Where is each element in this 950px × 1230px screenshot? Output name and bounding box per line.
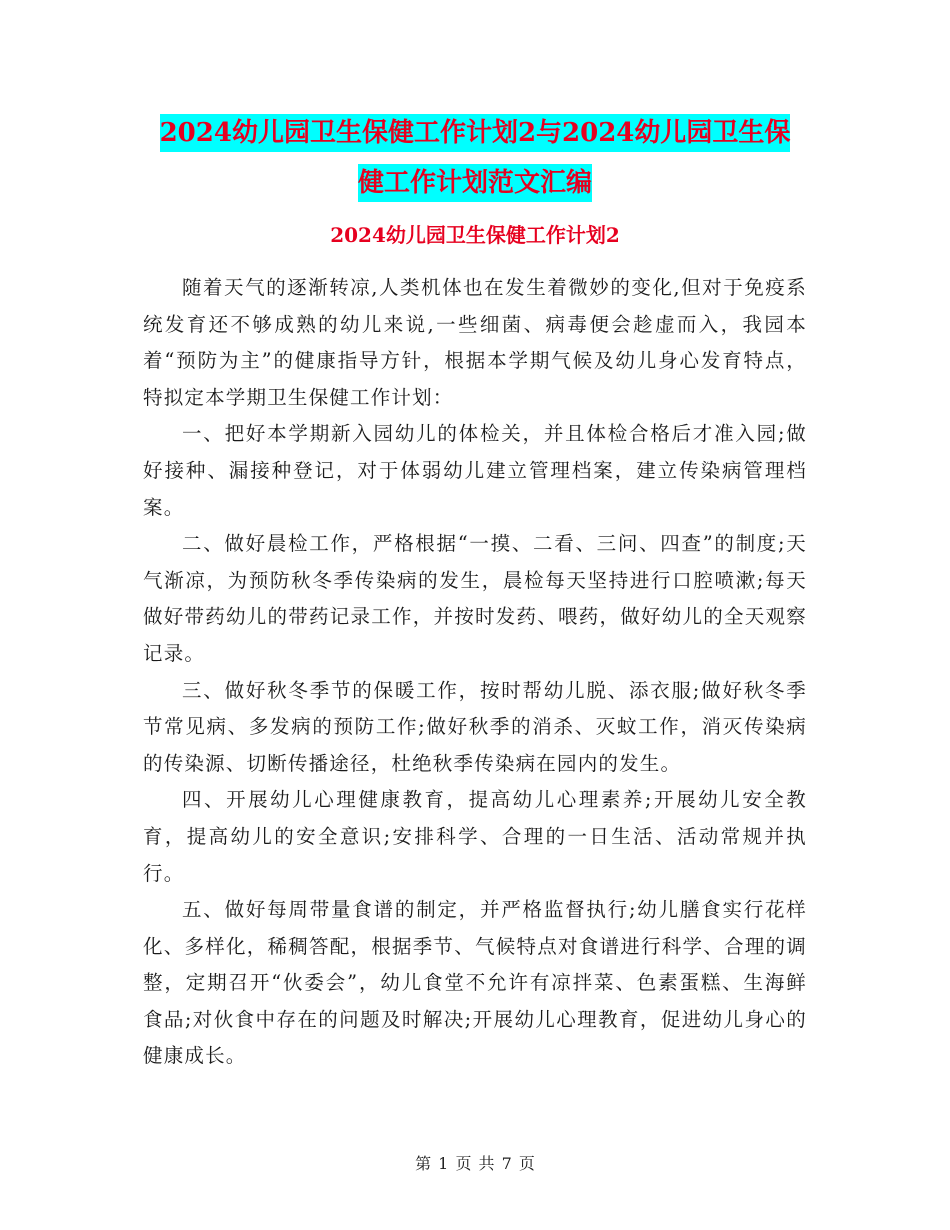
title-line-1: 2024幼儿园卫生保健工作计划2与2024幼儿园卫生保 (160, 114, 791, 152)
paragraph-intro: 随着天气的逐渐转凉,人类机体也在发生着微妙的变化,但对于免疫系统发育还不够成熟的幼儿来说,一些细菌、病毒便会趁虚而入，我园本着“预防为主”的健康指导方针，根据本学期气候及幼儿身心发育特点，特拟定本学期卫生保健工作计划： (143, 276, 807, 409)
paragraph-item-3: 三、做好秋冬季节的保暖工作，按时帮幼儿脱、添衣服;做好秋冬季节常见病、多发病的预防工作;做好秋季的消杀、灭蚊工作，消灭传染病的传染源、切断传播途径，杜绝秋季传染病在园内的发生。 (143, 678, 807, 775)
document-title (0, 108, 950, 208)
paragraph-item-2: 二、做好晨检工作，严格根据“一摸、二看、三问、四查”的制度;天气渐凉，为预防秋冬季传染病的发生，晨检每天坚持进行口腔喷漱;每天做好带药幼儿的带药记录工作，并按时发药、喂药，做好幼儿的全天观察记录。 (143, 532, 807, 665)
document-body (143, 270, 807, 1075)
paragraph-item-4: 四、开展幼儿心理健康教育，提高幼儿心理素养;开展幼儿安全教育，提高幼儿的安全意识;安排科学、合理的一日生活、活动常规并执行。 (143, 788, 807, 885)
paragraph-item-1: 一、把好本学期新入园幼儿的体检关，并且体检合格后才准入园;做好接种、漏接种登记，对于体弱幼儿建立管理档案，建立传染病管理档案。 (143, 422, 807, 519)
title-line-2: 健工作计划范文汇编 (358, 164, 592, 202)
paragraph-item-5: 五、做好每周带量食谱的制定，并严格监督执行;幼儿膳食实行花样化、多样化，稀稠答配，根据季节、气候特点对食谱进行科学、合理的调整，定期召开“伙委会”，幼儿食堂不允许有凉拌菜、色素蛋糕、生海鲜食品;对伙食中存在的问题及时解决;开展幼儿心理教育，促进幼儿身心的健康成长。 (143, 898, 807, 1068)
page-number-footer: 第 1 页 共 7 页 (415, 1154, 535, 1173)
section-title: 2024幼儿园卫生保健工作计划2 (330, 223, 620, 247)
